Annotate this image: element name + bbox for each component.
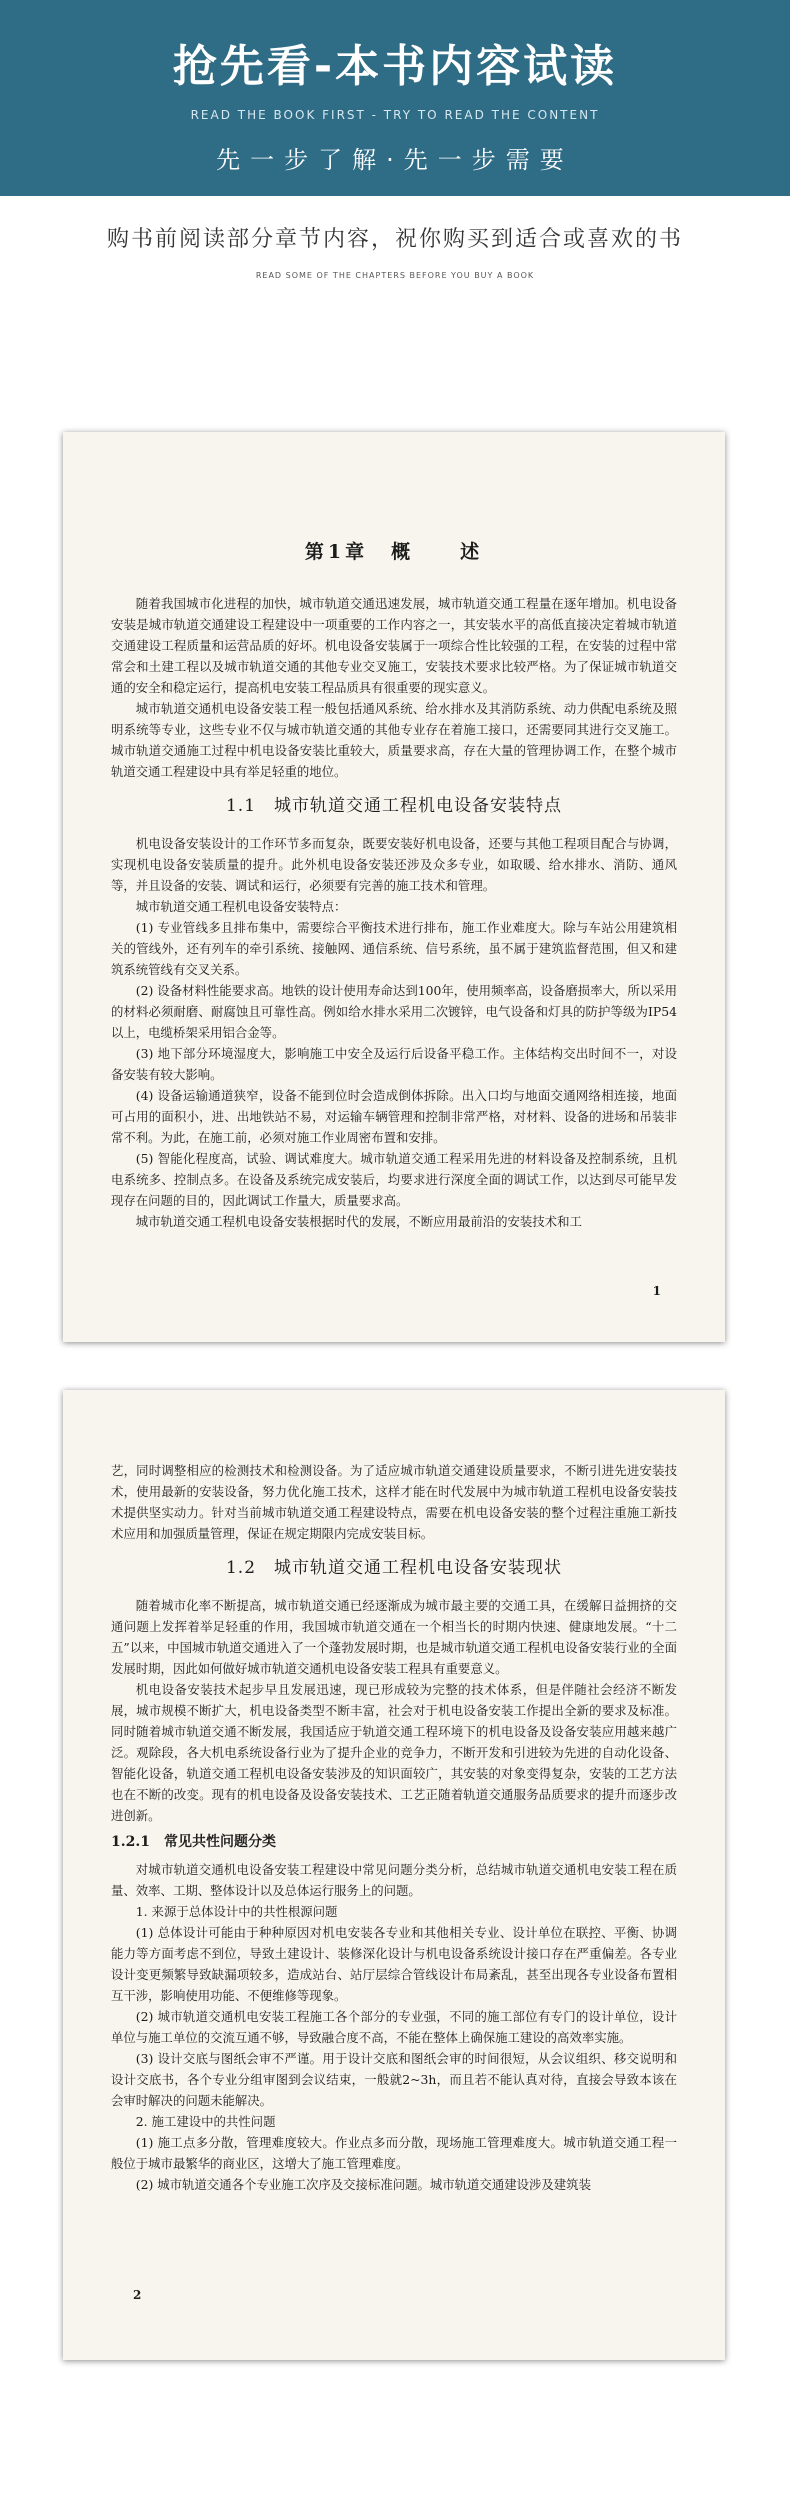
- intro-block: [0, 222, 790, 280]
- list-item: (3) 设计交底与图纸会审不严谨。用于设计交底和图纸会审的时间很短，从会议组织、移交说明和设计交底书，各个专业分组审图到会议结束，一般就2~3h，而且若不能认真对待，直接会导致本该在会审时解决的问题未能解决。: [111, 2051, 677, 2108]
- page-number: 1: [652, 1284, 661, 1298]
- paragraph: 随着我国城市化进程的加快，城市轨道交通迅速发展，城市轨道交通工程量在逐年增加。机电设备安装是城市轨道交通建设工程建设中一项重要的工作内容之一，其安装水平的高低直接决定着城市轨道交通建设工程质量和运营品质的好坏。机电设备安装属于一项综合性比较强的工程，在安装的过程中常常会和土建工程以及城市轨道交通的其他专业交叉施工，安装技术要求比较严格。为了保证城市轨道交通的安全和稳定运行，提高机电安装工程品质具有很重要的现实意义。: [111, 596, 677, 695]
- banner-tagline: 先一步了解·先一步需要: [216, 146, 574, 174]
- book-page-1: [63, 432, 725, 1342]
- list-item: (1) 施工点多分散，管理难度较大。作业点多而分散，现场施工管理难度大。城市轨道交通工程一般位于城市最繁华的商业区，这增大了施工管理难度。: [111, 2135, 677, 2171]
- paragraph: 艺，同时调整相应的检测技术和检测设备。为了适应城市轨道交通建设质量要求，不断引进先进安装技术，使用最新的安装设备，努力优化施工技术，这样才能在时代发展中为城市轨道工程机电设备安装技术提供坚实动力。针对当前城市轨道交通工程建设特点，需要在机电设备安装的整个过程注重施工新技术应用和加强质量管理，保证在规定期限内完成安装目标。: [111, 1463, 677, 1541]
- intro-text: 购书前阅读部分章节内容，祝你购买到适合或喜欢的书: [106, 227, 683, 252]
- section-title: 1.1 城市轨道交通工程机电设备安装特点: [225, 796, 563, 816]
- paragraph: 机电设备安装技术起步早且发展迅速，现已形成较为完整的技术体系，但是伴随社会经济不断发展，城市规模不断扩大，机电设备类型不断丰富，社会对于机电设备安装工作提出全新的要求及标准。同时随着城市轨道交通不断发展，我国适应于轨道交通工程环境下的机电设备及设备安装应用越来越广泛。观除段，各大机电系统设备行业为了提升企业的竞争力，不断开发和引进较为先进的自动化设备、智能化设备，轨道交通工程机电设备安装涉及的知识面较广，其安装的对象变得复杂，安装的工艺方法也在不断的改变。现有的机电设备及设备安装技术、工艺正随着轨道交通服务品质要求的提升而逐步改进创新。: [111, 1682, 677, 1823]
- subsection-title: 1.2.1 常见共性问题分类: [111, 1834, 276, 1850]
- list-item: (2) 城市轨道交通机电安装工程施工各个部分的专业强，不同的施工部位有专门的设计单位，设计单位与施工单位的交流互通不够，导致融合度不高，不能在整体上确保施工建设的高效率实施。: [111, 2009, 677, 2045]
- header-banner: [0, 0, 790, 196]
- list-item: (2) 城市轨道交通各个专业施工次序及交接标准问题。城市轨道交通建设涉及建筑装: [135, 2177, 591, 2192]
- book-page-2: [63, 1390, 725, 2360]
- list-item: (4) 设备运输通道狭窄，设备不能到位时会造成倒体拆除。出入口均与地面交通网络相连接，地面可占用的面积小，进、出地铁站不易，对运输车辆管理和控制非常严格，对材料、设备的进场和吊装非常不利。为此，在施工前，必须对施工作业周密布置和安排。: [111, 1088, 677, 1145]
- list-item: (3) 地下部分环境湿度大，影响施工中安全及运行后设备平稳工作。主体结构交出时间不一，对设备安装有较大影响。: [111, 1046, 677, 1082]
- chapter-title: 第1章 概 述: [304, 541, 484, 563]
- page-number: 2: [133, 2288, 142, 2302]
- list-heading: 2. 施工建设中的共性问题: [135, 2114, 276, 2129]
- banner-title: 抢先看-本书内容试读: [172, 41, 618, 92]
- list-item: (1) 总体设计可能由于种种原因对机电安装各专业和其他相关专业、设计单位在联控、平衡、协调能力等方面考虑不到位，导致土建设计、装修深化设计与机电设备系统设计接口存在严重偏差。各专业设计变更频繁导致缺漏项较多，造成站台、站厅层综合管线设计布局紊乱，甚至出现各专业设备布置相互干涉，影响使用功能、不便维修等现象。: [111, 1925, 677, 2003]
- paragraph: 对城市轨道交通机电设备安装工程建设中常见问题分类分析，总结城市轨道交通机电安装工程在质量、效率、工期、整体设计以及总体运行服务上的问题。: [111, 1862, 677, 1898]
- list-item: (2) 设备材料性能要求高。地铁的设计使用寿命达到100年，使用频率高，设备磨损率大，所以采用的材料必须耐磨、耐腐蚀且可靠性高。例如给水排水采用二次镀锌，电气设备和灯具的防护等级为IP54以上，电缆桥架采用铝合金等。: [111, 983, 677, 1040]
- section-title: 1.2 城市轨道交通工程机电设备安装现状: [225, 1558, 563, 1578]
- paragraph: 城市轨道交通工程机电设备安装根据时代的发展，不断应用最前沿的安装技术和工: [135, 1214, 582, 1229]
- banner-subtitle: READ THE BOOK FIRST - TRY TO READ THE CONTENT: [190, 108, 600, 122]
- list-heading: 1. 来源于总体设计中的共性根源问题: [135, 1904, 338, 1919]
- list-item: (1) 专业管线多且排布集中，需要综合平衡技术进行排布，施工作业难度大。除与车站公用建筑相关的管线外，还有列车的牵引系统、接触网、通信系统、信号系统，虽不属于建筑监督范围，但又和建筑系统管线有交叉关系。: [111, 920, 677, 977]
- paragraph: 城市轨道交通工程机电设备安装特点：: [135, 899, 347, 914]
- list-item: (5) 智能化程度高，试验、调试难度大。城市轨道交通工程采用先进的材料设备及控制系统，且机电系统多、控制点多。在设备及系统完成安装后，均要求进行深度全面的调试工作，以达到尽可能早发现存在问题的目的，因此调试工作量大，质量要求高。: [111, 1151, 677, 1208]
- paragraph: 城市轨道交通机电设备安装工程一般包括通风系统、给水排水及其消防系统、动力供配电系统及照明系统等专业，这些专业不仅与城市轨道交通的其他专业存在着施工接口，还需要同其进行交叉施工。城市轨道交通施工过程中机电设备安装比重较大，质量要求高，存在大量的管理协调工作，在整个城市轨道交通工程建设中具有举足轻重的地位。: [111, 701, 677, 779]
- paragraph: 随着城市化率不断提高，城市轨道交通已经逐渐成为城市最主要的交通工具，在缓解日益拥挤的交通问题上发挥着举足轻重的作用，我国城市轨道交通在一个相当长的时期内快速、健康地发展。“十二五”以来，中国城市轨道交通进入了一个蓬勃发展时期，也是城市轨道交通工程机电设备安装行业的全面发展时期，因此如何做好城市轨道交通机电设备安装工程具有重要意义。: [111, 1598, 677, 1676]
- intro-subtext: READ SOME OF THE CHAPTERS BEFORE YOU BUY A BOOK: [255, 271, 535, 280]
- paragraph: 机电设备安装设计的工作环节多而复杂，既要安装好机电设备，还要与其他工程项目配合与协调，实现机电设备安装质量的提升。此外机电设备安装还涉及众多专业，如取暖、给水排水、消防、通风等，并且设备的安装、调试和运行，必须要有完善的施工技术和管理。: [111, 836, 677, 893]
